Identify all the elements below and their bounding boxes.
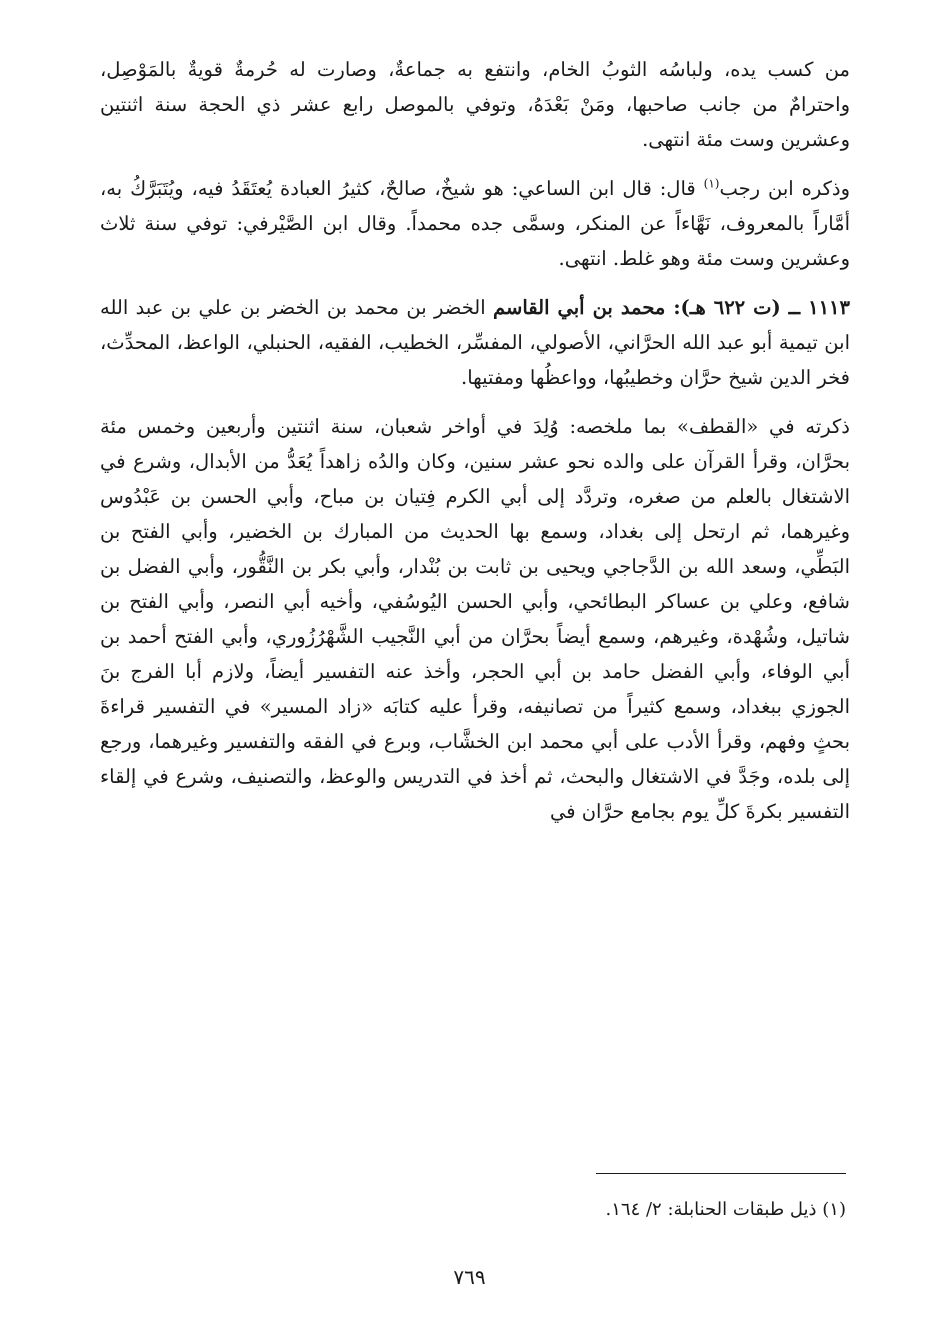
page-body	[100, 52, 850, 843]
footnote-reference[interactable]: (١)	[703, 176, 720, 191]
entry-1113	[100, 290, 850, 395]
paragraph-ibn-rajab	[100, 171, 850, 276]
entry-heading: ١١١٣ ــ (ت ٦٢٢ هـ): محمد بن أبي القاسم	[493, 296, 850, 319]
paragraph-biography: ذكرته في «القطف» بما ملخصه: وُلِدَ في أواخر شعبان، سنة اثنتين وأربعين وخمس مئة بحرَّان، وقرأ القرآن على والده نحو عشر سنين، وكان والدُه زاهداً يُعَدُّ من الأبدال، وشرع في الاشتغال بالعلم من صغره، وتردَّد إلى أبي الكرم فِتيان بن مباح، وأبي الحسن بن عَبْدُوس وغيرهما، ثم ارتحل إلى بغداد، وسمع بها الحديث من المبارك بن الخضير، وأبي الفتح بن البَطِّي، وسعد الله بن الدَّجاجي ويحيى بن ثابت بن بُنْدار، وأبي بكر بن النَّقُّور، وأبي الفضل بن شافع، وعلي بن عساكر البطائحي، وأبي الحسن اليُوسُفي، وأخيه أبي النصر، وأبي الفتح بن شاتيل، وشُهْدة، وغيرهم، وسمع أيضاً بحرَّان من أبي النَّجيب الشَّهْرُزُوري، وأبي الفتح أحمد بن أبي الوفاء، وأبي الفضل حامد بن أبي الحجر، وأخذ عنه التفسير أيضاً، ولازم أبا الفرج بنَ الجوزي ببغداد، وسمع كثيراً من تصانيفه، وقرأ عليه كتابَه «زاد المسير» في التفسير قراءةَ بحثٍ وفهم، وقرأ الأدب على أبي محمد ابن الخشَّاب، وبرع في الفقه والتفسير وغيرهما، ورجع إلى بلده، وجَدَّ في الاشتغال والبحث، ثم أخذ في التدريس والوعظ، والتصنيف، وشرع في إلقاء التفسير بكرةَ كلِّ يوم بجامع حرَّان في	[100, 415, 850, 823]
paragraph-text: قال: قال ابن الساعي: هو شيخٌ، صالحٌ، كثيرُ العبادة يُعتَقَدُ فيه، ويُتَبَرَّكُ به، أمَّاراً بالمعروف، نَهَّاءاً عن المنكر، وسمَّى جده محمداً. وقال ابن الصَّيْرفي: توفي سنة ثلاث وعشرين وست مئة وهو غلط. انتهى.	[100, 177, 850, 270]
paragraph-continuation: من كسب يده، ولباسُه الثوبُ الخام، وانتفع به جماعةٌ، وصارت له حُرمةٌ قويةٌ بالمَوْصِل، واحترامٌ من جانب صاحبها، ومَنْ بَعْدَهُ، وتوفي بالموصل رابع عشر ذي الحجة سنة اثنتين وعشرين وست مئة انتهى.	[100, 58, 850, 151]
page-number: ٧٦٩	[453, 1265, 486, 1289]
footnote-divider	[596, 1173, 846, 1174]
footnote: (١) ذيل طبقات الحنابلة: ٢/ ١٦٤.	[605, 1199, 846, 1220]
paragraph-text: وذكره ابن رجب	[719, 177, 850, 200]
entry-text: الخضر بن محمد بن الخضر بن علي بن عبد الله ابن تيمية أبو عبد الله الحرَّاني، الأصولي، المفسِّر، الخطيب، الفقيه، الحنبلي، الواعظ، المحدِّث، فخر الدين شيخ حرَّان وخطيبُها، وواعظُها ومفتيها.	[100, 296, 850, 389]
